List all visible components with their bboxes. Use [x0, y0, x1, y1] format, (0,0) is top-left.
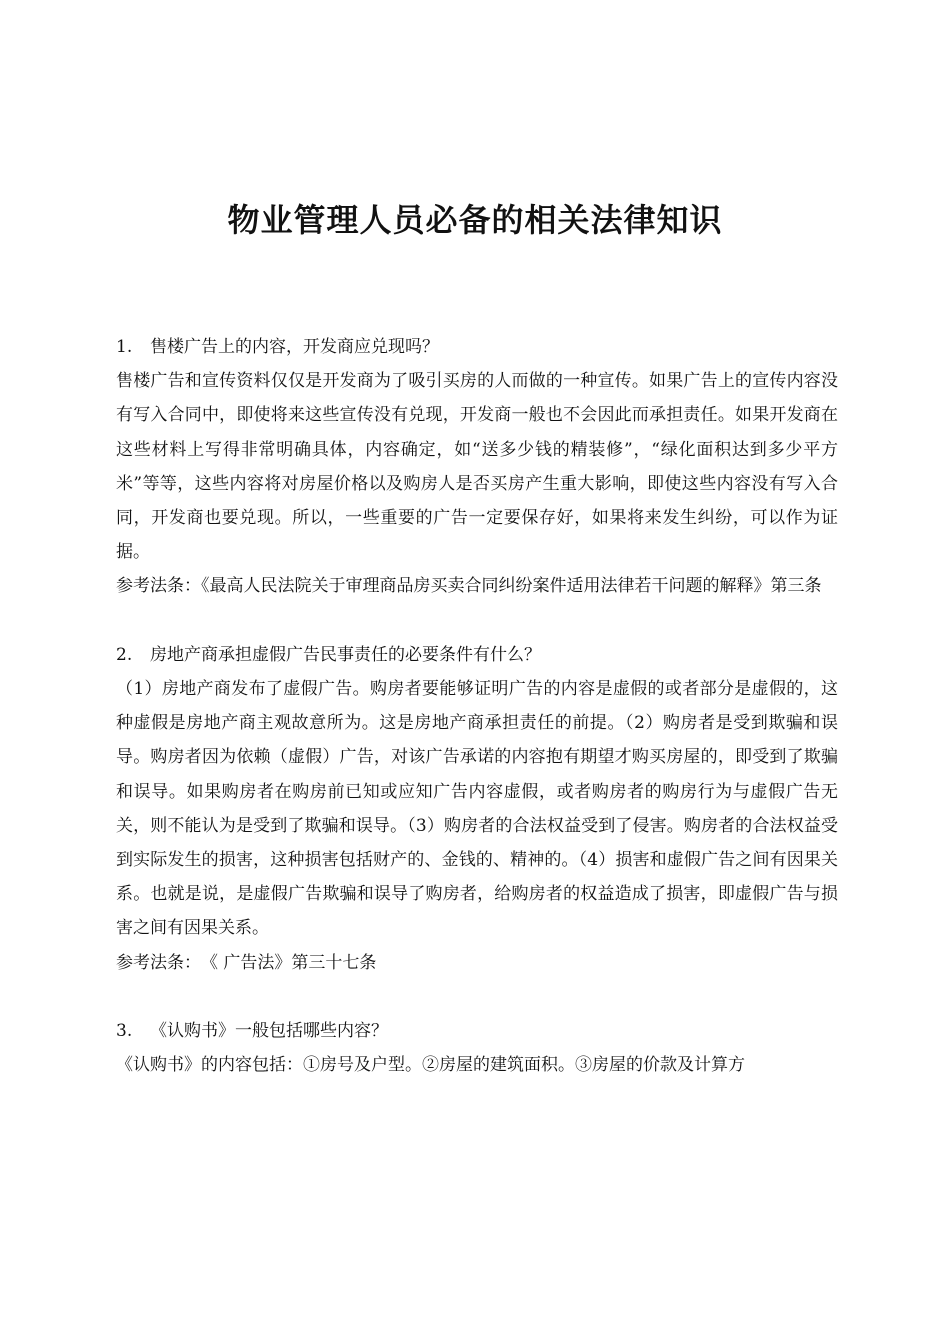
section-2-answer: （1）房地产商发布了虚假广告。购房者要能够证明广告的内容是虚假的或者部分是虚假的，这种虚假是房地产商主观故意所为。这是房地产商承担责任的前提。（2）购房者是受到欺骗和误导。购房者因为依赖（虚假）广告，对该广告承诺的内容抱有期望才购买房屋的，即受到了欺骗和误导。如果购房者在购房前已知或应知广告内容虚假，或者购房者的购房行为与虚假广告无关，则不能认为是受到了欺骗和误导。（3）购房者的合法权益受到了侵害。购房者的合法权益受到实际发生的损害，这种损害包括财产的、金钱的、精神的。（4）损害和虚假广告之间有因果关系。也就是说，是虚假广告欺骗和误导了购房者，给购房者的权益造成了损害，即虚假广告与损害之间有因果关系。: [116, 679, 838, 939]
document-title: 物业管理人员必备的相关法律知识: [227, 201, 723, 239]
section-2-reference: 参考法条： 《 广告法》第三十七条: [116, 952, 377, 973]
section-1-heading: [116, 330, 838, 364]
section-1-answer: 售楼广告和宣传资料仅仅是开发商为了吸引买房的人而做的一种宣传。如果广告上的宣传内容没有写入合同中，即使将来这些宣传没有兑现，开发商一般也不会因此而承担责任。如果开发商在这些材料上写得非常明确具体，内容确定，如“送多少钱的精装修”，“绿化面积达到多少平方米”等等，这些内容将对房屋价格以及购房人是否买房产生重大影响，即使这些内容没有写入合同，开发商也要兑现。所以，一些重要的广告一定要保存好，如果将来发生纠纷，可以作为证据。: [116, 371, 838, 563]
section-1-number: 1.: [116, 337, 133, 357]
section-2-number: 2.: [116, 644, 133, 665]
section-3-number: 3.: [116, 1021, 133, 1042]
section-gap: [116, 604, 838, 638]
section-2-question: 房地产商承担虚假广告民事责任的必要条件有什么？: [150, 644, 541, 665]
section-1-question: 售楼广告上的内容，开发商应兑现吗？: [150, 337, 439, 357]
section-1-reference: 参考法条：《最高人民法院关于审理商品房买卖合同纠纷案件适用法律若干问题的解释》第三条: [116, 576, 822, 597]
document-body: [116, 330, 838, 1082]
section-2-heading: [116, 638, 838, 672]
section-3-answer: 《认购书》的内容包括：①房号及户型。②房屋的建筑面积。③房屋的价款及计算方: [116, 1055, 745, 1076]
section-3-question: 《认购书》一般包括哪些内容？: [150, 1021, 388, 1042]
section-3-heading: [116, 1014, 838, 1048]
section-gap: [116, 980, 838, 1014]
